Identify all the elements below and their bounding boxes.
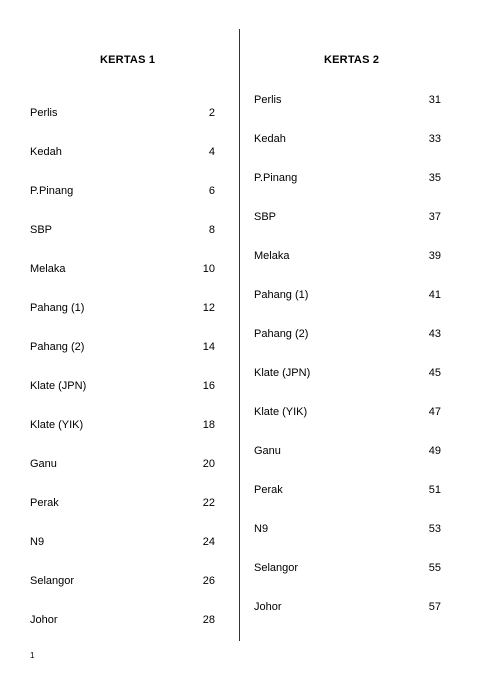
state-name: Ganu [30,458,57,470]
page-reference: 8 [208,224,215,236]
list-item [254,601,444,640]
state-name: Perak [254,484,283,496]
state-name: P.Pinang [254,172,298,184]
state-name: N9 [254,523,269,535]
page-reference: 4 [208,146,215,158]
state-name: N9 [30,536,45,548]
page-reference: 24 [202,536,215,548]
list-item [30,341,220,380]
list-item [254,250,444,289]
list-item [30,575,220,614]
list-item [30,497,220,536]
list-item [30,224,220,263]
state-name: Perlis [254,94,282,106]
list-item [254,445,444,484]
state-name: Ganu [254,445,281,457]
list-item [254,172,444,211]
list-item [30,185,220,224]
kertas-1-list [30,107,220,653]
list-item [254,484,444,523]
list-item [254,328,444,367]
page-reference: 16 [202,380,215,392]
list-item [254,133,444,172]
page-reference: 49 [428,445,441,457]
state-name: Pahang (2) [254,328,309,340]
page-reference: 33 [428,133,441,145]
page-reference: 45 [428,367,441,379]
state-name: Pahang (2) [30,341,85,353]
page-reference: 57 [428,601,441,613]
page-reference: 55 [428,562,441,574]
page-reference: 22 [202,497,215,509]
list-item [30,107,220,146]
state-name: Kedah [30,146,62,158]
list-item [30,458,220,497]
state-name: SBP [30,224,53,236]
state-name: Pahang (1) [30,302,85,314]
page-reference: 20 [202,458,215,470]
page-reference: 35 [428,172,441,184]
state-name: Klate (JPN) [30,380,87,392]
page-reference: 10 [202,263,215,275]
page-reference: 28 [202,614,215,626]
state-name: Selangor [254,562,299,574]
state-name: Perlis [30,107,58,119]
list-item [254,211,444,250]
state-name: Klate (YIK) [30,419,84,431]
page-reference: 31 [428,94,441,106]
kertas-2-list [254,94,444,640]
page-reference: 43 [428,328,441,340]
page-reference: 39 [428,250,441,262]
page-reference: 14 [202,341,215,353]
state-name: Pahang (1) [254,289,309,301]
list-item [254,289,444,328]
state-name: Perak [30,497,59,509]
list-item [30,146,220,185]
list-item [30,263,220,302]
state-name: Johor [254,601,282,613]
state-name: Kedah [254,133,286,145]
list-item [30,614,220,653]
page-reference: 37 [428,211,441,223]
state-name: Melaka [254,250,290,262]
list-item [30,380,220,419]
page-reference: 51 [428,484,441,496]
state-name: SBP [254,211,277,223]
page-reference: 18 [202,419,215,431]
state-name: Melaka [30,263,66,275]
list-item [30,419,220,458]
page-reference: 12 [202,302,215,314]
page-reference: 2 [208,107,215,119]
column-divider [239,29,240,641]
list-item [254,406,444,445]
page-reference: 47 [428,406,441,418]
page-reference: 53 [428,523,441,535]
page-reference: 26 [202,575,215,587]
state-name: Johor [30,614,58,626]
state-name: P.Pinang [30,185,74,197]
kertas-2-title: KERTAS 2 [324,54,380,66]
list-item [30,536,220,575]
list-item [254,367,444,406]
page-reference: 6 [208,185,215,197]
kertas-1-title: KERTAS 1 [100,54,156,66]
list-item [254,523,444,562]
page-number: 1 [30,651,35,660]
list-item [30,302,220,341]
list-item [254,562,444,601]
state-name: Selangor [30,575,75,587]
state-name: Klate (YIK) [254,406,308,418]
state-name: Klate (JPN) [254,367,311,379]
page-reference: 41 [428,289,441,301]
list-item [254,94,444,133]
